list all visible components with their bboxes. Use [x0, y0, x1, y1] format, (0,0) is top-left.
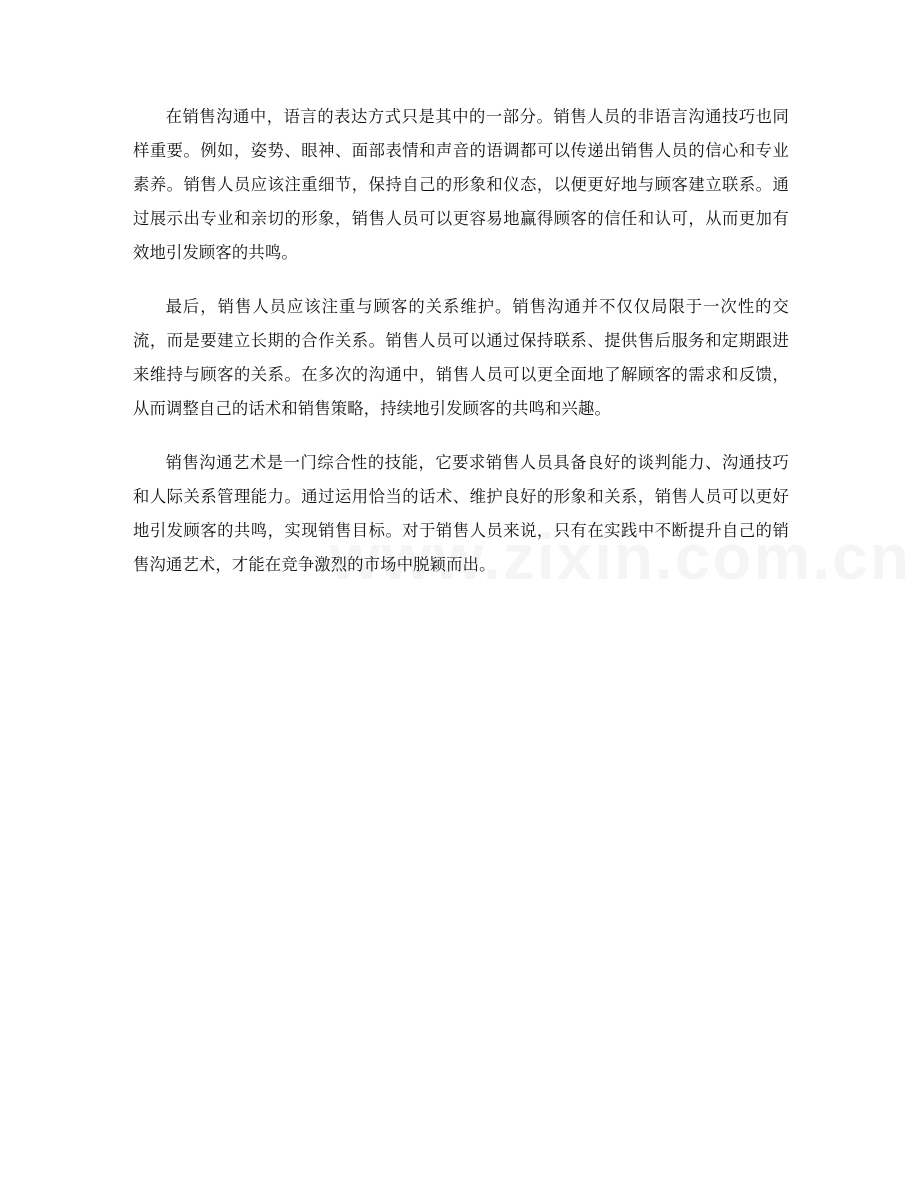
paragraph-conclusion: 销售沟通艺术是一门综合性的技能，它要求销售人员具备良好的谈判能力、沟通技巧和人际关系管理能力。通过运用恰当的话术、维护良好的形象和关系，销售人员可以更好地引发顾客的共鸣，实现销售目标。对于销售人员来说，只有在实践中不断提升自己的销售沟通艺术，才能在竞争激烈的市场中脱颖而出。 [133, 453, 789, 574]
paragraph-relationship: 最后，销售人员应该注重与顾客的关系维护。销售沟通并不仅仅局限于一次性的交流，而是要建立长期的合作关系。销售人员可以通过保持联系、提供售后服务和定期跟进来维持与顾客的关系。在多次的沟通中，销售人员可以更全面地了解顾客的需求和反馈，从而调整自己的话术和销售策略，持续地引发顾客的共鸣和兴趣。 [133, 297, 789, 418]
document-body [133, 100, 789, 602]
paragraph-nonverbal: 在销售沟通中，语言的表达方式只是其中的一部分。销售人员的非语言沟通技巧也同样重要。例如，姿势、眼神、面部表情和声音的语调都可以传递出销售人员的信心和专业素养。销售人员应该注重细节，保持自己的形象和仪态，以便更好地与顾客建立联系。通过展示出专业和亲切的形象，销售人员可以更容易地赢得顾客的信任和认可，从而更加有效地引发顾客的共鸣。 [133, 107, 789, 262]
